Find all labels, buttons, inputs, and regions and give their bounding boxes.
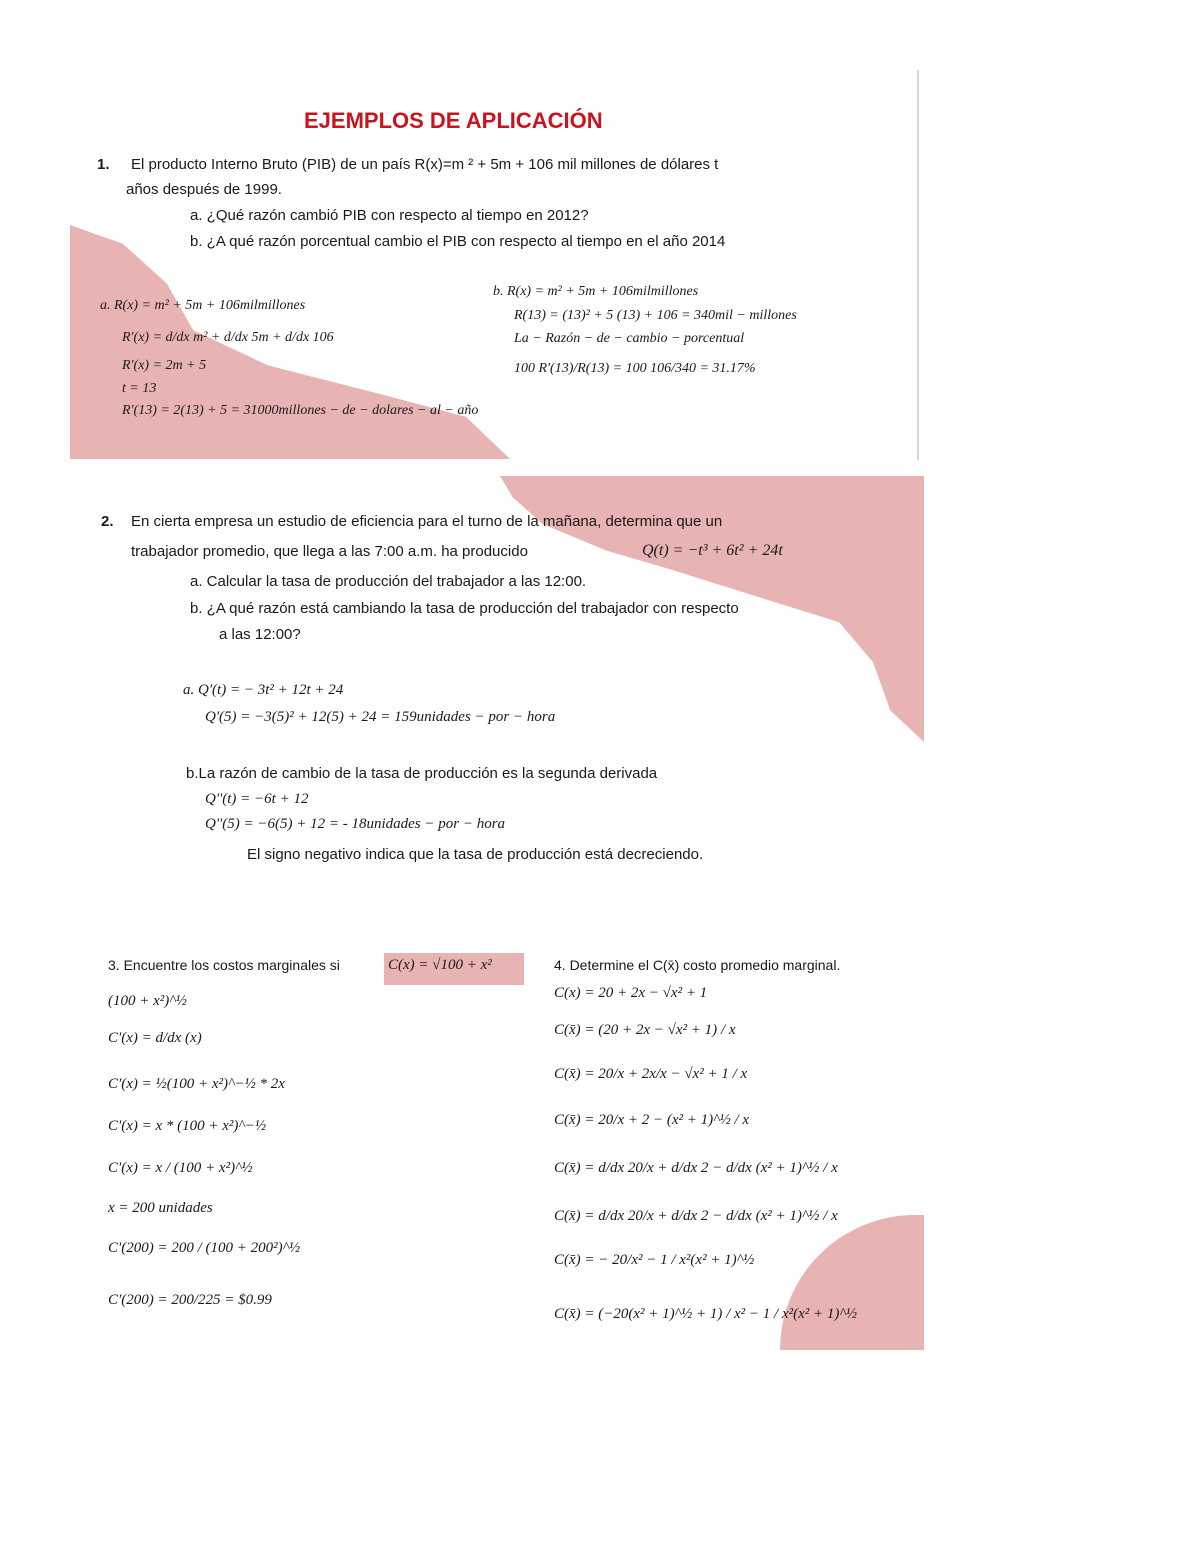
p4-line: C(x̄) = (20 + 2x − √x² + 1) / x: [554, 1022, 736, 1038]
problem-1-question-a: a. ¿Qué razón cambió PIB con respecto al tiempo en 2012?: [190, 207, 589, 224]
p4-line: C(x̄) = − 20/x² − 1 / x²(x² + 1)^½: [554, 1252, 755, 1268]
problem-2-line2: trabajador promedio, que llega a las 7:00 a.m. ha producido: [131, 543, 528, 560]
problem-3-formula: C(x) = √100 + x²: [388, 957, 492, 973]
page-title: EJEMPLOS DE APLICACIÓN: [304, 108, 603, 133]
p4-line: C(x̄) = d/dx 20/x + d/dx 2 − d/dx (x² + 1)^½ / x: [554, 1160, 838, 1176]
problem-2-formula: Q(t) = −t³ + 6t² + 24t: [642, 542, 783, 559]
problem-1-line2: años después de 1999.: [126, 181, 282, 198]
p2-solution-a2: Q'(5) = −3(5)² + 12(5) + 24 = 159unidades − por − hora: [205, 709, 556, 725]
problem-3-header: 3. Encuentre los costos marginales si: [108, 957, 340, 973]
p3-line: C'(x) = ½(100 + x²)^−½ * 2x: [108, 1076, 285, 1092]
p2-solution-b2: Q''(5) = −6(5) + 12 = - 18unidades − por − hora: [205, 816, 506, 832]
p2-solution-b1: Q''(t) = −6t + 12: [205, 791, 309, 807]
p4-line: C(x̄) = (−20(x² + 1)^½ + 1) / x² − 1 / x²(x² + 1)^½: [554, 1306, 857, 1322]
p3-line: (100 + x²)^½: [108, 993, 187, 1009]
problem-2-question-b2: a las 12:00?: [219, 626, 301, 643]
page-edge-line: [917, 70, 919, 460]
p2-solution-b-intro: b.La razón de cambio de la tasa de producción es la segunda derivada: [186, 765, 658, 782]
p2-solution-a1: a. Q'(t) = − 3t² + 12t + 24: [183, 682, 344, 698]
p1-solution-b-line: 100 R'(13)/R(13) = 100 106/340 = 31.17%: [514, 361, 756, 376]
problem-2-line1: En cierta empresa un estudio de eficiencia para el turno de la mañana, determina que un: [131, 513, 723, 530]
decor-blob-bottom-right: [780, 1215, 924, 1350]
p2-solution-b3: El signo negativo indica que la tasa de producción está decreciendo.: [247, 846, 704, 863]
problem-2-question-b1: b. ¿A qué razón está cambiando la tasa de producción del trabajador con respecto: [190, 600, 739, 617]
problem-1-question-b: b. ¿A qué razón porcentual cambio el PIB con respecto al tiempo en el año 2014: [190, 233, 726, 250]
problem-1-line1: El producto Interno Bruto (PIB) de un país R(x)=m ² + 5m + 106 mil millones de dólares t: [131, 156, 719, 173]
p3-line: C'(200) = 200 / (100 + 200²)^½: [108, 1240, 301, 1256]
problem-2-question-a: a. Calcular la tasa de producción del trabajador a las 12:00.: [190, 573, 587, 590]
p1-solution-b-line: R(13) = (13)² + 5 (13) + 106 = 340mil − millones: [514, 308, 797, 323]
p1-solution-a-line: R'(x) = d/dx m² + d/dx 5m + d/dx 106: [122, 330, 334, 345]
p1-solution-a-line: a. R(x) = m² + 5m + 106milmillones: [100, 298, 306, 313]
p1-solution-a-line: R'(x) = 2m + 5: [122, 358, 207, 373]
p4-line: C(x̄) = 20/x + 2 − (x² + 1)^½ / x: [554, 1112, 750, 1128]
p4-line: C(x) = 20 + 2x − √x² + 1: [554, 985, 708, 1001]
p1-solution-b-line: b. R(x) = m² + 5m + 106milmillones: [493, 284, 699, 299]
p4-line: C(x̄) = 20/x + 2x/x − √x² + 1 / x: [554, 1066, 748, 1082]
p1-solution-b-line: La − Razón − de − cambio − porcentual: [514, 331, 745, 346]
p3-line: C'(x) = x / (100 + x²)^½: [108, 1160, 253, 1176]
p3-line: C'(200) = 200/225 = $0.99: [108, 1292, 272, 1308]
p4-line: C(x̄) = d/dx 20/x + d/dx 2 − d/dx (x² + 1)^½ / x: [554, 1208, 838, 1224]
p3-line: C'(x) = x * (100 + x²)^−½: [108, 1118, 267, 1134]
p3-line: x = 200 unidades: [108, 1200, 213, 1216]
p1-solution-a-line: t = 13: [122, 381, 157, 396]
problem-1-number: 1.: [97, 156, 110, 173]
problem-2-number: 2.: [101, 513, 114, 530]
p3-line: C'(x) = d/dx (x): [108, 1030, 202, 1046]
p1-solution-a-line: R'(13) = 2(13) + 5 = 31000millones − de − dolares − al − año: [122, 403, 479, 418]
problem-4-header: 4. Determine el C(x̄) costo promedio marginal.: [554, 957, 841, 973]
